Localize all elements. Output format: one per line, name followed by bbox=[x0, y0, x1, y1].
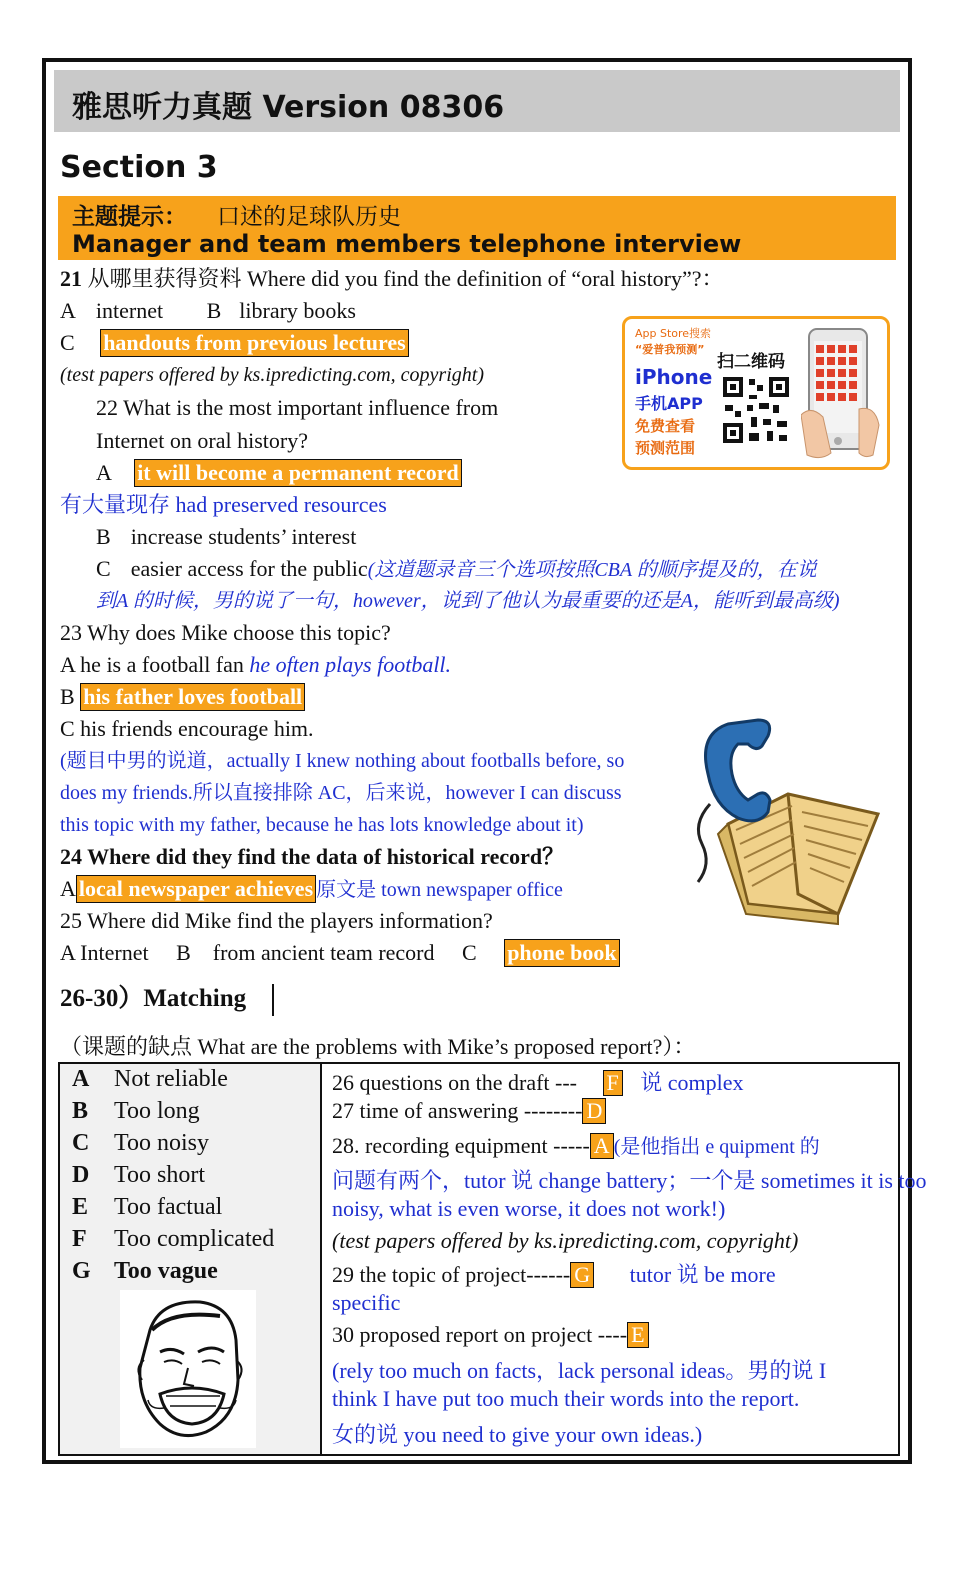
matching-options-column bbox=[60, 1064, 322, 1454]
q22-option-c: C easier access for the public(这道题录音三个选项按照CBA 的顺序提及的，在说 bbox=[96, 556, 817, 581]
q24-option-a: A local newspaper achieves 原文是 town newspaper office bbox=[60, 876, 563, 901]
q21-copyright: (test papers offered by ks.ipredicting.com, copyright) bbox=[60, 364, 484, 386]
q23-note2: does my friends.所以直接排除 AC，后来说，however I can discuss bbox=[60, 782, 622, 804]
q23-note3: this topic with my father, because he has lots knowledge about it) bbox=[60, 814, 584, 836]
theme-label: 主题提示： bbox=[72, 204, 187, 230]
theme-topic-en: Manager and team members telephone interview bbox=[72, 230, 742, 258]
matching-q30-note-line1: (rely too much on facts，lack personal ideas。男的说 I bbox=[332, 1358, 827, 1383]
q23-option-b: B his father loves football bbox=[60, 682, 305, 712]
text-cursor bbox=[272, 984, 274, 1016]
matching-q30: 30 proposed report on project ---- E bbox=[332, 1322, 649, 1348]
qr-free: 免费查看 bbox=[635, 417, 696, 435]
q23-question: 23 Why does Mike choose this topic? bbox=[60, 620, 391, 645]
q28-answer: A bbox=[590, 1133, 614, 1159]
theme-banner bbox=[58, 196, 896, 260]
q30-answer: E bbox=[627, 1322, 648, 1348]
qr-code-icon[interactable] bbox=[721, 375, 791, 445]
q23-option-a: A he is a football fan he often plays football. bbox=[60, 652, 452, 677]
matching-q29: 29 the topic of project------ G tutor 说 be more bbox=[332, 1262, 776, 1287]
q23-answer-highlight: his father loves football bbox=[80, 683, 305, 711]
q23-option-c: C his friends encourage him. bbox=[60, 716, 314, 741]
matching-option-e: E Too factual bbox=[72, 1194, 223, 1220]
matching-q30-note-line3: 女的说 you need to give your own ideas.) bbox=[332, 1422, 703, 1447]
matching-option-c: C Too noisy bbox=[72, 1130, 209, 1156]
qr-app-name: “爱普我预测” bbox=[635, 343, 705, 356]
matching-q28-note-line2: 问题有两个，tutor 说 change battery；一个是 sometimes it is too bbox=[332, 1168, 927, 1193]
matching-copyright: (test papers offered by ks.ipredicting.com, copyright) bbox=[332, 1228, 799, 1253]
q23-note1: (题目中男的说道，actually I knew nothing about footballs before, so bbox=[60, 750, 625, 772]
matching-option-g: G Too vague bbox=[72, 1258, 218, 1284]
matching-prompt: （课题的缺点 What are the problems with Mike’s proposed report?）： bbox=[60, 1034, 696, 1059]
q22-note: 有大量现存 had preserved resources bbox=[60, 492, 387, 517]
page-title: 雅思听力真题 Version 08306 bbox=[72, 90, 505, 125]
matching-option-b: B Too long bbox=[72, 1098, 200, 1124]
q22-option-b: B increase students’ interest bbox=[96, 524, 357, 549]
q21-answer-highlight: handouts from previous lectures bbox=[100, 329, 409, 357]
q22-question-line1: 22 What is the most important influence from bbox=[96, 395, 499, 420]
q22-question-line2: Internet on oral history? bbox=[96, 428, 308, 453]
matching-option-a: A Not reliable bbox=[72, 1066, 228, 1092]
qr-store-text: App Store搜索 bbox=[635, 327, 712, 340]
phone-book-illustration bbox=[688, 714, 898, 926]
qr-scan-label: 扫二维码 bbox=[717, 352, 785, 372]
theme-topic-cn: 口述的足球队历史 bbox=[217, 204, 401, 230]
page-frame bbox=[42, 58, 927, 1464]
q22-note3: 到A 的时候，男的说了一句，however，说到了他认为最重要的还是A，能听到最高级) bbox=[96, 590, 840, 612]
q27-answer: D bbox=[582, 1098, 606, 1124]
qr-app: 手机APP bbox=[635, 394, 703, 413]
q21-options-ab: A internet B library books bbox=[60, 298, 356, 323]
q21-option-c: C handouts from previous lectures bbox=[60, 328, 409, 358]
q22-option-a: A it will become a permanent record bbox=[96, 458, 462, 488]
q22-answer-highlight: it will become a permanent record bbox=[134, 459, 462, 487]
matching-option-f: F Too complicated bbox=[72, 1226, 275, 1252]
matching-q28: 28. recording equipment ----- A (是他指出 e quipment 的 bbox=[332, 1133, 820, 1158]
q26-answer: F bbox=[603, 1070, 623, 1096]
matching-q30-note-line2: think I have put too much their words into the report. bbox=[332, 1386, 800, 1411]
theme-line-cn bbox=[72, 198, 401, 231]
q25-answer-highlight: phone book bbox=[504, 939, 619, 967]
q24-question: 24 Where did they find the data of historical record？ bbox=[60, 844, 565, 869]
matching-q28-note-line3: noisy, what is even worse, it does not work!) bbox=[332, 1196, 726, 1221]
q21-question: 21 从哪里获得资料 Where did you find the definition of “oral history”?： bbox=[60, 266, 724, 291]
matching-q29-note-line2: specific bbox=[332, 1290, 401, 1315]
matching-table bbox=[58, 1062, 927, 1456]
q24-answer-highlight: local newspaper achieves bbox=[76, 875, 316, 903]
matching-option-d: D Too short bbox=[72, 1162, 205, 1188]
q25-options: A Internet B from ancient team record C phone book bbox=[60, 938, 620, 968]
matching-title: 26-30）Matching bbox=[60, 985, 247, 1012]
phone-app-icon bbox=[801, 325, 881, 461]
q29-answer: G bbox=[570, 1262, 594, 1288]
laughing-face-meme-icon bbox=[120, 1290, 256, 1448]
qr-range: 预测范围 bbox=[635, 439, 696, 457]
qr-promo-box[interactable] bbox=[622, 316, 890, 470]
matching-q27: 27 time of answering -------- D bbox=[332, 1098, 606, 1124]
q25-question: 25 Where did Mike find the players information? bbox=[60, 908, 493, 933]
matching-q26: 26 questions on the draft --- F 说 complex bbox=[332, 1070, 744, 1095]
header-bar bbox=[54, 70, 900, 132]
qr-iphone: iPhone bbox=[635, 365, 713, 389]
section-title: Section 3 bbox=[60, 150, 218, 185]
